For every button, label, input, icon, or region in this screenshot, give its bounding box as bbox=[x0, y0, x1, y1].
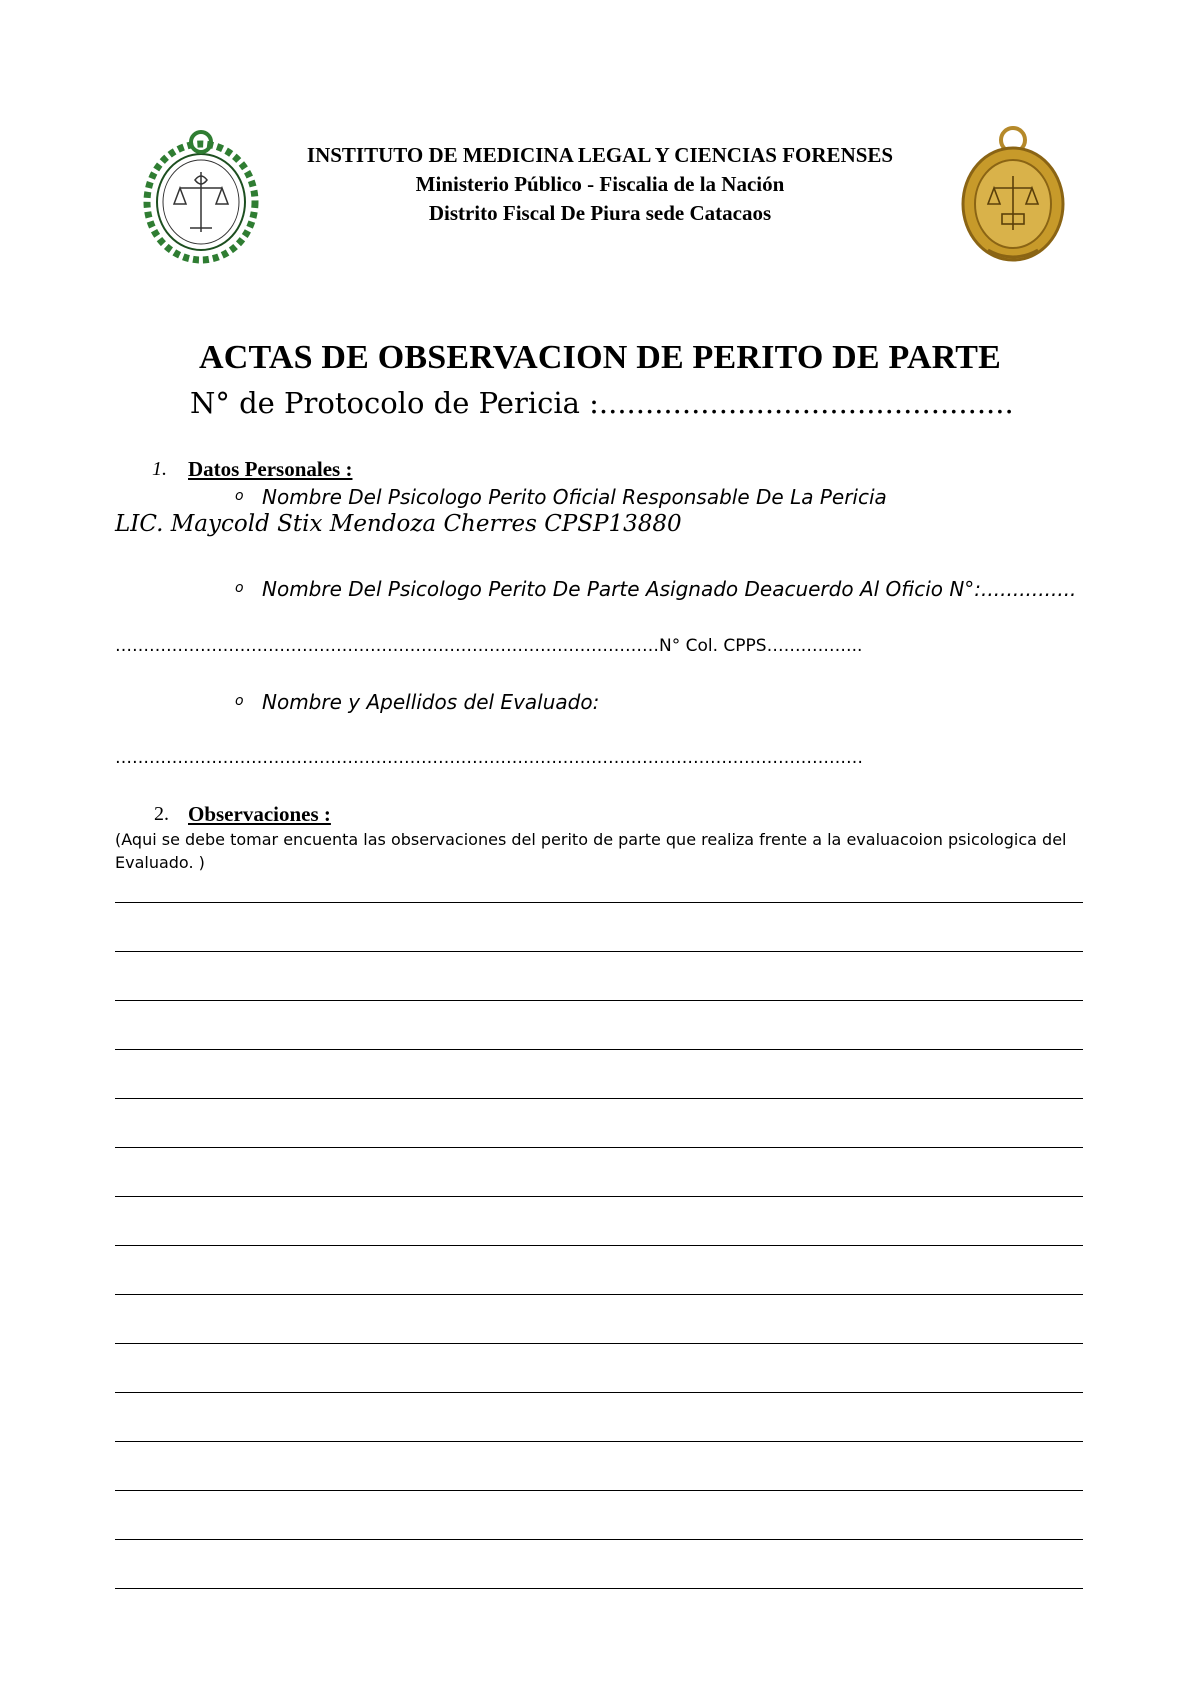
observation-line[interactable] bbox=[115, 902, 1083, 903]
party-psychologist-field[interactable]: ……………………………………………………………………………………N° Col. CPPS…………….. bbox=[115, 636, 863, 656]
section-1-heading: Datos Personales : bbox=[188, 457, 353, 481]
section-2-heading: Observaciones : bbox=[188, 802, 331, 826]
bullet-icon: o bbox=[235, 580, 244, 596]
observation-line[interactable] bbox=[115, 951, 1083, 952]
institution-name: INSTITUTO DE MEDICINA LEGAL Y CIENCIAS FORENSES bbox=[306, 143, 894, 167]
evaluated-name-field[interactable]: …………………………………………………………………………………………………………………… bbox=[115, 748, 863, 768]
section-1-number: 1. bbox=[152, 458, 167, 480]
section-2-number: 2. bbox=[154, 803, 169, 825]
ministry-name: Ministerio Público - Fiscalia de la Nación bbox=[415, 172, 785, 196]
observation-line[interactable] bbox=[115, 1147, 1083, 1148]
observation-line[interactable] bbox=[115, 1490, 1083, 1491]
institution-header bbox=[240, 141, 960, 228]
observation-line[interactable] bbox=[115, 1245, 1083, 1246]
observation-line[interactable] bbox=[115, 1588, 1083, 1589]
protocol-number-field[interactable]: N° de Protocolo de Pericia :............................................. bbox=[190, 386, 1014, 420]
observation-line[interactable] bbox=[115, 1000, 1083, 1001]
gold-medal-seal-icon bbox=[958, 126, 1068, 264]
observation-line[interactable] bbox=[115, 1049, 1083, 1050]
observation-line[interactable] bbox=[115, 1196, 1083, 1197]
observation-line[interactable] bbox=[115, 1441, 1083, 1442]
observation-line[interactable] bbox=[115, 1294, 1083, 1295]
official-psychologist-label: Nombre Del Psicologo Perito Oficial Responsable De La Pericia bbox=[262, 485, 887, 509]
bullet-icon: o bbox=[235, 488, 244, 504]
observation-line[interactable] bbox=[115, 1343, 1083, 1344]
evaluated-name-label: Nombre y Apellidos del Evaluado: bbox=[262, 690, 600, 714]
observation-line[interactable] bbox=[115, 1392, 1083, 1393]
observations-writing-area[interactable] bbox=[115, 902, 1083, 1637]
party-psychologist-label: Nombre Del Psicologo Perito De Parte Asignado Deacuerdo Al Oficio N°:............... bbox=[262, 577, 1077, 601]
document-title: ACTAS DE OBSERVACION DE PERITO DE PARTE bbox=[198, 339, 1002, 376]
official-psychologist-name: LIC. Maycold Stix Mendoza Cherres CPSP13880 bbox=[115, 511, 682, 537]
bullet-icon: o bbox=[235, 693, 244, 709]
observation-line[interactable] bbox=[115, 1098, 1083, 1099]
observation-line[interactable] bbox=[115, 1539, 1083, 1540]
observations-instructions: (Aqui se debe tomar encuenta las observaciones del perito de parte que realiza frente a la evaluacoion psicologica del Evaluado. ) bbox=[115, 830, 1067, 872]
district-name: Distrito Fiscal De Piura sede Catacaos bbox=[428, 201, 772, 225]
